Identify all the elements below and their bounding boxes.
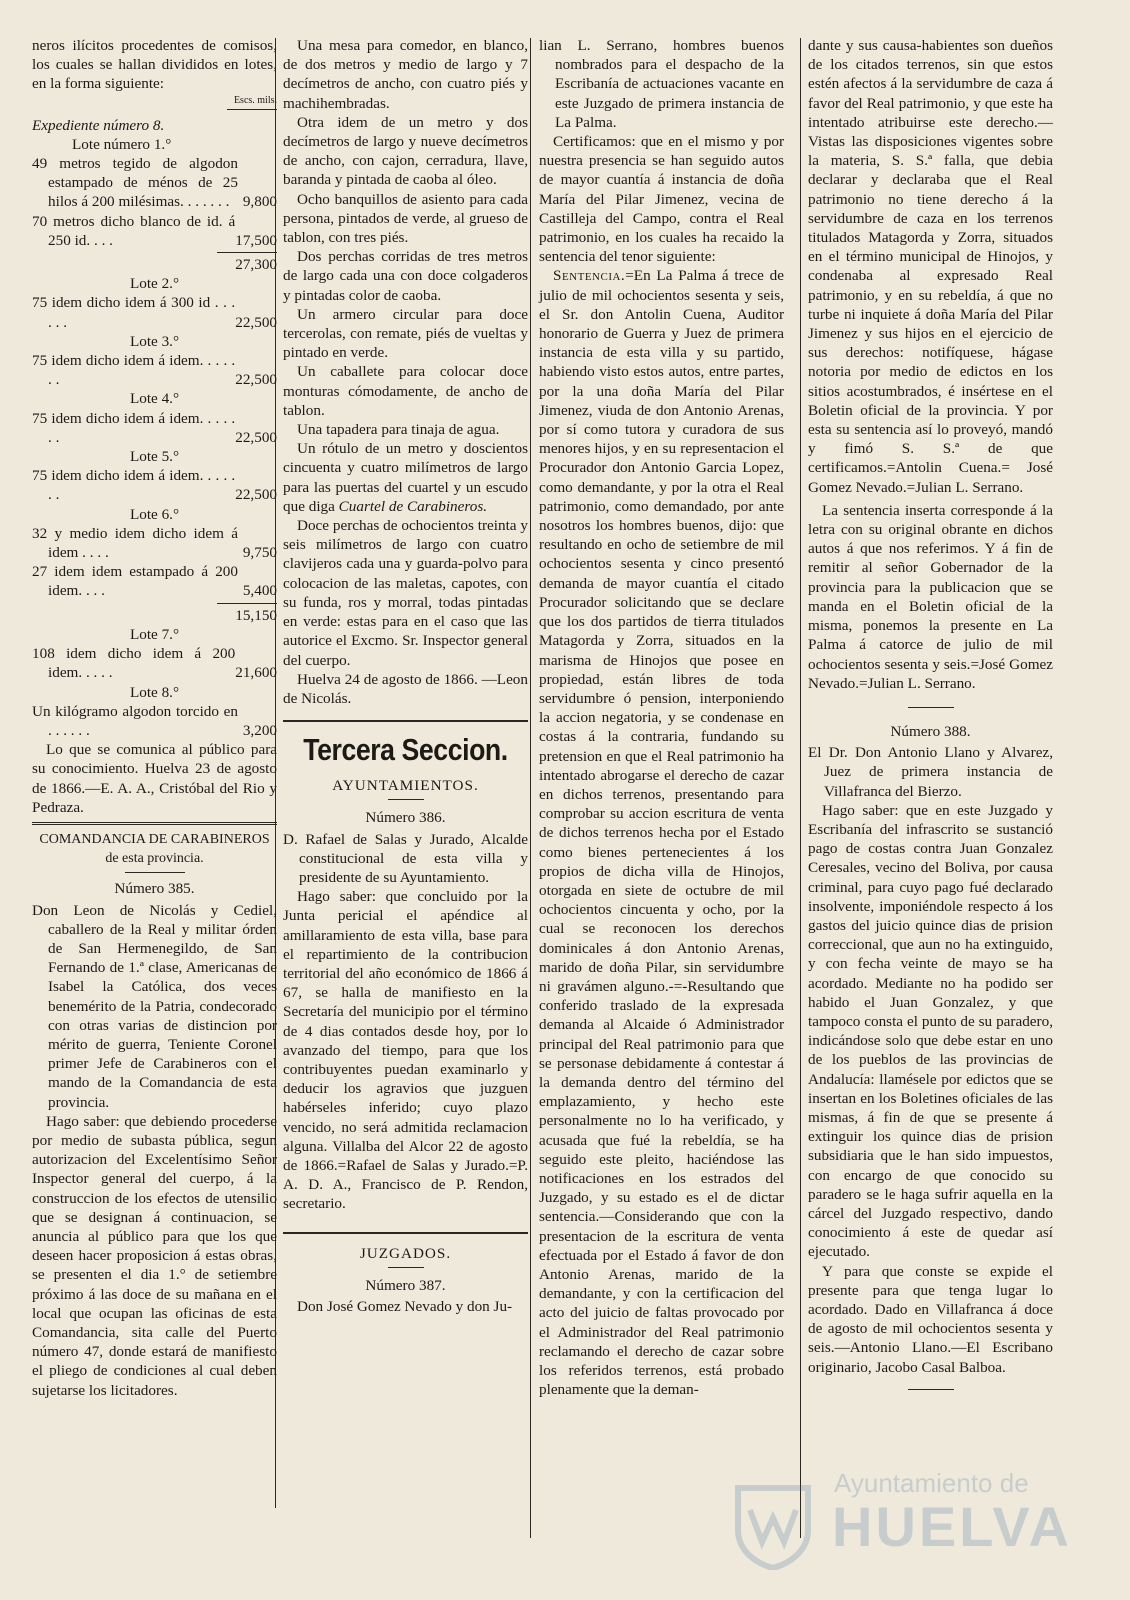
notice-number: Número 387.	[365, 1276, 446, 1294]
paragraph: Don José Gomez Nevado y don Ju-	[297, 1297, 513, 1315]
paragraph: Hago saber: que debiendo procederse por medio de subasta pública, segun autorizacion del Excelentísimo Señor Inspector general del cuerpo, á la construccion de los efectos de utensilio que se designan á continuacion, se anuncia al público para que los que deseen hacer proposicion á estas obras, se presenten el dia 1.° de setiembre próximo á las doce de su mañana en el local que ocupan las oficinas de esta Comandancia, sita calle del Puerto número 47, donde estará de manifiesto el pliego de condiciones al cual deben sujetarse los licitadores.	[32, 1112, 277, 1399]
section-heading: JUZGADOS.	[359, 1244, 452, 1262]
column-rule	[530, 38, 531, 1538]
notice-number: Número 386.	[365, 809, 446, 827]
divider	[125, 872, 185, 873]
lot-heading: Lote 3.°	[129, 332, 180, 350]
paragraph: Una tapadera para tinaja de agua.	[297, 421, 500, 439]
lot-row: Un kilógramo algodon torcido en . . . . . . 3,200	[32, 702, 277, 739]
paragraph: Una mesa para comedor, en blanco, de dos metros y medio de largo y 7 decímetros de ancho, con cuatro piés y machihembradas.	[283, 37, 528, 112]
watermark-logo	[728, 1450, 1072, 1570]
paragraph: Sentencia.=En La Palma á trece de julio de mil ochocientos sesenta y seis, el Sr. don Antolin Cuena, Auditor honorario de Guerra y Juez de primera instancia de esta villa y su partido, habiendo visto estos autos, entre partes, por la una doña María del Pilar Jimenez, viuda de don Antonio Arenas, por sí como tutora y curadora de sus menores hijos, y en su representacion el Procurador don Antonio Garcia Lopez, como demandante, y por la otra el Real patrimonio, como demandado, por ante nosotros los hombres buenos, dijo: que resultando en ocho de setiembre de mil ochocientos sesenta y cinco presentó demanda de mayor cuantía el citado Procurador solicitando que se declare que los dos partidos de tierra titulados Matagorda y Zorra, situados en la marisma de Hinojos que posee en propiedad, están libres de toda servidumbre ó pension, interponiendo la accion negatoria, y se condenase en costas á la contraria, fundando su pretension en que el Real patrimonio ha intentado abrogarse el derecho de cazar en dichos terrenos, presentando para comprobar su accion escritura de venta de dichos terrenos hecha por el Estado como bienes pertenecientes á los propios de dicha villa de Hinojos, otorgada en siete de octubre de mil ochocientos cincuenta y ocho, por la cual se reconocen los derechos dominicales á don Antonio Arenas, marido de doña Pilar, sin servidumbre ni gravámen alguno.-=-Resultando que conferido traslado de la expresada demanda al Alcaide ó Administrador principal del Real patrimonio para que se personase debidamente á contestar á la demanda dentro del término del emplazamiento, y hecho este personalmente no lo ha verificado, y acusada que fué la rebeldía, se ha seguido este pleito, haciéndose las notificaciones en los estrados del Juzgado, y su estado es el de dictar sentencia.—Considerando que con la presentacion de la escritura de venta efectuada por el Estado á favor de don Antonio Arenas, marido de la demandante, y con la certificacion del acto del juicio de faltas provocado por el Administrador del Real patrimonio reclamando el derecho de cazar sobre los referidos terrenos, está probado plenamente que la deman-	[539, 267, 784, 1399]
paragraph: Un caballete para colocar doce monturas cómodamente, de ancho de tablon.	[283, 363, 528, 419]
paragraph: Hago saber: que concluido por la Junta pericial el apéndice al amillaramiento de esta villa, base para el repartimiento de la contribucion territorial del año económico de 1866 á 67, se halla de manifiesto en la Secretaría del municipio por el término de 4 dias contados desde hoy, por lo avanzado del tiempo, para que los contribuyentes puedan examinarlo y deducir los agravios que juzguen habérseles inferido; cuyo plazo vencido, no será admitida reclamacion alguna. Villalba del Alcor 22 de agosto de 1866.=Rafael de Salas y Jurado.=P. A. D. A., Francisco de P. Rendon, secretario.	[283, 888, 528, 1213]
lot-heading: Lote número 1.°	[72, 135, 172, 153]
sum-rule	[217, 603, 277, 604]
paragraph: El Dr. Don Antonio Llano y Alvarez, Juez de primera instancia de Villafranca del Bierzo.	[808, 744, 1053, 800]
lot-row: 32 y medio idem dicho idem á idem . . . . 9,750	[32, 524, 277, 562]
sum-rule	[217, 252, 277, 253]
notice-number: Número 385.	[114, 880, 195, 898]
paragraph: dante y sus causa-habientes son dueños de los citados terrenos, sin que estos estén afectos á la servidumbre de caza á favor del Real patrimonio, y que este ha intentado atribuirse este derecho.—Vistas las disposiciones vigentes sobre la materia, S. S.ª falla, que debia declarar y declaraba que el Real patrimonio no tiene derecho á la servidumbre de caza en los terrenos titulados Matagorda y Zorra, situados en el término municipal de Hinojos, y condenaba al expresado Real patrimonio, y en su rebeldía, á que no turbe ni inquiete á doña María del Pilar Jimenez y sus hijos en el ejercicio de sus derechos: notifíquese, hágase notoria por medio de edictos en los sitios acostumbrados, é insértese en el Boletin oficial de la provincia. Y por esta su sentencia así lo proveyó, mandó y fimó S. S.ª de que certificamos.=Antolin Cuena.= José Gomez Nevado.=Julian L. Serrano.	[808, 37, 1053, 496]
column-1	[32, 36, 277, 1400]
paragraph: Y para que conste se expide el presente para que tenga lugar lo acordado. Dado en Villafranca á doce de agosto de mil ochocientos sesenta y seis.—Antonio Llano.—El Escribano originario, Jacobo Casal Balboa.	[808, 1262, 1053, 1376]
paragraph: La sentencia inserta corresponde á la letra con su original obrante en dichos autos á que nos referimos. Y á fin de remitir al señor Gobernador de la provincia para la publicacion que se manda en el Boletin oficial de la misma, ponemos la presente en La Palma á catorce de julio de mil ochocientos sesenta y seis.=José Gomez Nevado.=Julian L. Serrano.	[808, 501, 1053, 692]
paragraph: Un armero circular para doce tercerolas, con remate, piés de vueltas y pintado en verde.	[283, 305, 528, 362]
shield-icon	[728, 1480, 818, 1570]
notice-number: Número 388.	[890, 722, 971, 740]
section-rule	[32, 822, 277, 825]
lot-row: 75 idem dicho idem á 300 id . . . . . . 22,500	[32, 294, 277, 331]
lot-heading: Lote 7.°	[129, 625, 180, 643]
lot-row: 75 idem dicho idem á idem. . . . . . . 22,500	[32, 352, 277, 389]
paragraph: Ocho banquillos de asiento para cada persona, pintados de verde, al grueso de tablon, con tres piés.	[283, 190, 528, 247]
lot-heading: Lote 6.°	[129, 505, 180, 523]
lot-sum: 15,150	[235, 606, 277, 624]
lot-heading: Lote 2.°	[129, 275, 180, 293]
lot-heading: Lote 8.°	[129, 683, 180, 701]
expediente-title: Expediente número 8.	[32, 116, 165, 134]
divider	[388, 1267, 424, 1268]
paragraph: lian L. Serrano, hombres buenos nombrados para el despacho de la Escribanía de actuaciones vacante en este Juzgado de primera instancia de La Palma.	[539, 37, 784, 131]
section-heading: AYUNTAMIENTOS.	[332, 777, 479, 795]
lot-row: 108 idem dicho idem á 200 idem. . . . . 21,600	[32, 645, 277, 682]
paragraph: Otra idem de un metro y dos decímetros de largo y nueve decímetros de ancho, con cajon, cerradura, llave, baranda y pintada de caoba al óleo.	[283, 113, 528, 189]
lot-row: 75 idem dicho idem á idem. . . . . . . 22,500	[32, 409, 277, 446]
divider	[908, 1389, 954, 1390]
paragraph: D. Rafael de Salas y Jurado, Alcalde constitucional de esta villa y presidente de su Ayuntamiento.	[283, 830, 528, 886]
lot-row: 49 metros tegido de algodon estampado de ménos de 25 hilos á 200 milésimas. . . . . . . 9,800	[32, 155, 277, 211]
watermark-line-1: Ayuntamiento de	[834, 1468, 1029, 1498]
lot-sum: 27,300	[235, 256, 277, 274]
paragraph: Lo que se comunica al público para su conocimiento. Huelva 23 de agosto de 1866.—E. A. A., Cristóbal del Rio y Pedraza.	[32, 741, 277, 816]
units-label: Escs. mils.	[233, 94, 277, 106]
column-2	[283, 36, 528, 1316]
lot-row: 70 metros dicho blanco de id. á 250 id. . . . 17,500	[32, 212, 277, 249]
paragraph: Dos perchas corridas de tres metros de largo cada una con doce colgaderos y pintadas color de caoba.	[283, 248, 528, 304]
paragraph: Certificamos: que en el mismo y por nuestra presencia se han seguido autos de mayor cuantía á instancia de doña María del Pilar Jimenez, vecina de Castilleja del Campo, contra el Real patrimonio, en los cuales ha recaido la sentencia del tenor siguiente:	[539, 133, 784, 266]
section-title: Tercera Seccion.	[303, 732, 508, 768]
paragraph: neros ilícitos procedentes de comisos, los cuales se hallan divididos en lotes, en la forma siguiente:	[32, 37, 277, 93]
column-4	[808, 36, 1053, 1398]
lot-heading: Lote 4.°	[129, 390, 180, 408]
section-rule	[283, 720, 528, 722]
watermark-line-2: HUELVA	[832, 1495, 1072, 1558]
divider	[227, 109, 277, 110]
column-rule	[800, 38, 801, 1538]
paragraph: Hago saber: que en este Juzgado y Escribanía del infrascrito se sustanció pago de costas contra Juan Gonzalez Ceresales, vecino del Boliva, por causa criminal, para cuyo pago fué declarado insolvente, imponiéndole respecto á los gastos del juicio quince dias de prision correccional, que aun no ha extinguido, y con fecha veinte de mayo se ha acordado. Mediante no ha podido ser habido el Juan Gonzalez, y que tampoco consta el punto de su paradero, indicándose solo que debe estar en uno de los pueblos de las provincias de Andalucía: llamésele por edictos que se insertan en los Boletines oficiales de las mismas, á fin de que se presente á extinguir los quince dias de prision subsidiaria que le han sido impuestos, con encargo de que conocido su paradero se le haga sufrir aquella en la cárcel del Juzgado respectivo, dando conocimiento á este de quedar así ejecutado.	[808, 801, 1053, 1261]
divider	[388, 799, 424, 800]
divider	[908, 707, 954, 708]
column-3	[539, 36, 784, 1399]
paragraph: Don Leon de Nicolás y Cediel, caballero de la Real y militar órden de San Hermenegildo, de San Fernando de 1.ª clase, Americanas de Isabel la Católica, dos veces benemérito de la Patria, condecorado con otras varias de distincion por mérito de guerra, Teniente Coronel primer Jefe de Carabineros con el mando de la Comandancia de esta provincia.	[32, 901, 277, 1111]
section-heading: COMANDANCIA DE CARABINEROS de esta provincia.	[39, 831, 270, 867]
paragraph: Doce perchas de ochocientos treinta y seis milímetros de largo con cuatro clavijeros cada una y guarda-polvo para colocacion de las maletas, capotes, con su funda, ros y morral, todas pintadas en verde: estas para en el caso que las autorice el Excmo. Sr. Inspector general del cuerpo.	[283, 517, 528, 669]
lot-heading: Lote 5.°	[129, 448, 180, 466]
paragraph: Un rótulo de un metro y doscientos cincuenta y cuatro milímetros de largo para las puertas del cuartel y un escudo que diga Cuartel de Carabineros.	[283, 440, 528, 515]
paragraph: Huelva 24 de agosto de 1866. —Leon de Nicolás.	[283, 670, 528, 707]
lot-row: 75 idem dicho idem á idem. . . . . . . 22,500	[32, 467, 277, 504]
lot-row: 27 idem idem estampado á 200 idem. . . . 5,400	[32, 563, 277, 600]
section-rule	[283, 1232, 528, 1234]
